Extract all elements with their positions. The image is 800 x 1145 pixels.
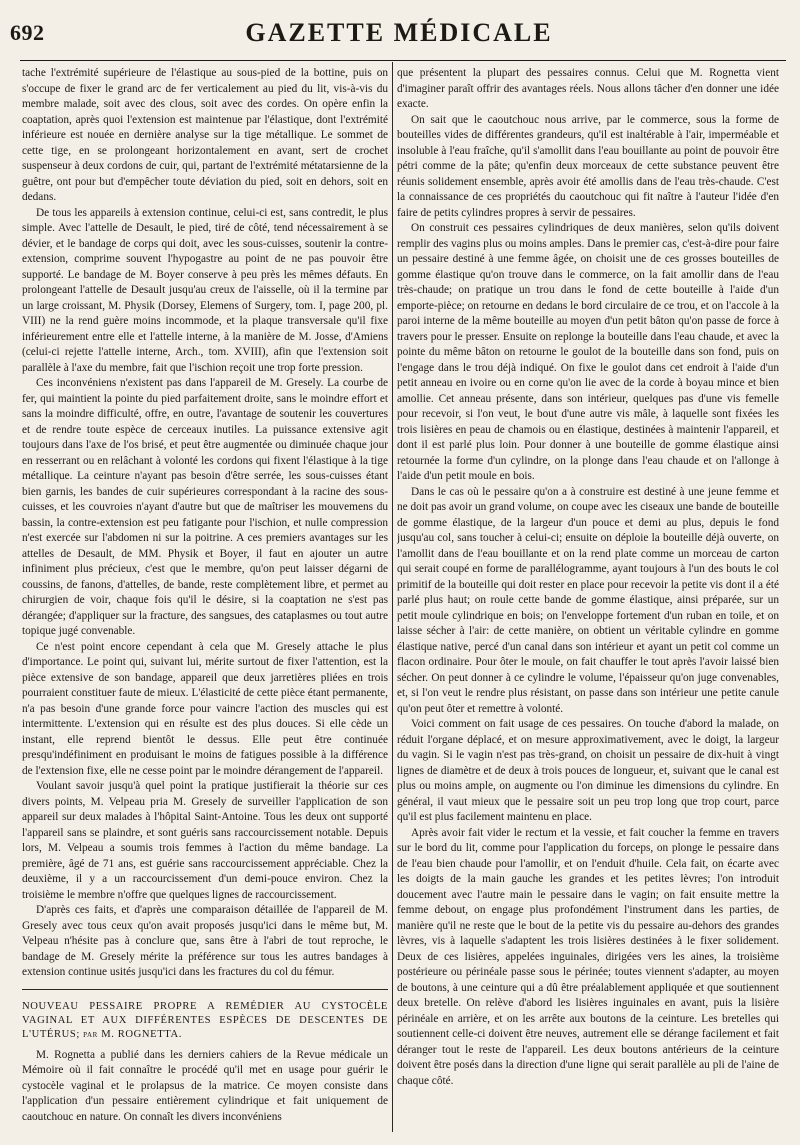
paragraph: que présentent la plupart des pessaires connus. Celui que M. Rognetta vient d'imaginer paraît offrir des avantages réels. Nous allons tâcher d'en donner une idée exacte. (397, 67, 779, 110)
paragraph: Ce n'est point encore cependant à cela que M. Gresely attache le plus d'importance. Le point qui, suivant lui, mérite surtout de fixer l'attention, est la pièce extensive de son bandage, appareil que deux jarretières pliées en trois pourraient constituer faute de mieux. L'élasticité de cette pièce étant permanente, n'a pas besoin d'une grande force pour vaincre l'action des muscles qui est intermittente. L'extension qui en résulte est des plus douces. Si elle cède un instant, elle reprend bientôt le dessus. Elle peut être continuée presqu'indéfiniment en produisant le moins de fatigues possible à la différence de l'extension fixe, elle ne cesse point par le moindre dérangement de l'appareil. (22, 640, 388, 777)
paragraph: De tous les appareils à extension continue, celui-ci est, sans contredit, le plus simple. Avec l'attelle de Desault, le pied, tiré de côté, tend nécessairement à se dévier, et le bandage de corps qui doit, avec les sous-cuisses, soutenir la contre-extension, comprime souvent l'hypogastre au point de ne pas pouvoir être supporté. Le bandage de M. Boyer conserve à peu près les mêmes défauts. En prolongeant l'attelle de Desault jusqu'au creux de l'aisselle, où il la termine par un large croissant, M. Physik (Dorsey, Elemens of Surgery, tom. I, page 200, pl. VIII) ne la rend guère moins incommode, et la plaque transversale qu'il fixe inférieurement entre elle et l'attelle interne, à la manière de M. Josse, d'Amiens (celui-ci rejette l'attelle interne, Arch., tom. XVIII), afin que l'extension soit parallèle à l'axe du membre, fait que l'ischion reçoit une trop forte pression. (22, 206, 388, 374)
paragraph: Dans le cas où le pessaire qu'on a à construire est destiné à une jeune femme et ne doit pas avoir un grand volume, on coupe avec les ciseaux une bande de bouteille de gomme élastique, de la largeur d'un pouce et demi au plus, depuis le fond jusqu'au col, sans toucher à celui-ci; ensuite on déploie la bouteille déjà ouverte, on l'amollit dans de l'eau bouillante et on la rend plate comme un morceau de carton qui serait coupé en forme de parallélogramme, ayant toujours à l'un des bouts le col primitif de la bouteille qui doit rester en place pour recevoir la petite vis dont il a été parlé plus haut; on roule cette bande de gomme élastique, ainsi préparée, sur un petit moule cylindrique en bois; on l'enveloppe fortement d'un ruban en toile, et on laisse sécher à l'air: de cette manière, on obtient un véritable cylindre en gomme élastique native, percé d'un canal dans son intérieur et ayant un petit col comme un flacon ordinaire. Pour ôter le moule, on fait chauffer le tout après l'avoir laissé bien sécher. On peut donner à ce cylindre le volume, l'épaisseur qu'on juge convenables, et, si l'on veut le rendre plus résistant, on passe dans son intérieur une petite canule qu'on peut ôter et remettre à volonté. (397, 485, 779, 715)
paragraph: Ces inconvéniens n'existent pas dans l'appareil de M. Gresely. La courbe de fer, qui maintient la pointe du pied parfaitement droite, sans le moindre effort et sans la moindre difficulté, offre, en outre, l'avantage de soutenir les couvertures et de rendre toute espèce de cerceaux inutiles. La puissance extensive agit toujours dans l'axe de l'os brisé, et peut être augmentée ou diminuée chaque jour en resserrant ou en relâchant à volonté les cordons qui fixent l'élastique à la tige métallique. La ceinture n'ayant pas besoin d'être serrée, les sous-cuisses étant bien garnis, les bandes de cuir supérieures correspondant à la racine des sous-cuisses, et les couvroies n'ayant d'autre but que de maîtriser les mouvemens du bassin, la contre-extension est peu fatigante pour l'ischion, et nulle compression n'est exercée sur l'abdomen ni sur la poitrine. A ces premiers avantages sur les attelles de Desault, de MM. Physik et Boyer, il faut en ajouter un autre infiniment plus précieux, c'est que le membre, qu'on peut laisser dégarni de coussins, de fanons, d'attelles, de bande, reste complètement libre, et permet au chirurgien de voir, chaque fois qu'il le désire, si la coaptation ne s'est pas dérangée; d'appliquer sur la fracture, des sangsues, des cataplasmes ou tout autre topique jugé convenable. (22, 377, 388, 637)
column-divider (392, 62, 393, 1132)
header-rule (20, 60, 786, 61)
journal-title: GAZETTE MÉDICALE (245, 18, 553, 47)
paragraph: M. Rognetta a publié dans les derniers cahiers de la Revue médicale un Mémoire où il fait connaître le procédé qu'il met en usage pour guérir le cystocèle vaginal et le prolapsus de la matrice. Ce moyen consiste dans l'application d'un pessaire entièrement cylindrique et fait uniquement de caoutchouc en nature. On connaît les divers inconvéniens (22, 1048, 388, 1123)
article-heading-text: NOUVEAU PESSAIRE PROPRE A REMÉDIER AU CYSTOCÈLE VAGINAL ET AUX DIFFÉRENTES ESPÈCES DE DESCENTES DE L'UTÉRUS; par M. ROGNETTA. (22, 1000, 388, 1040)
page-header (10, 18, 788, 58)
paragraph: Voici comment on fait usage de ces pessaires. On touche d'abord la malade, on réduit l'organe déplacé, et on mesure approximativement, avec le doigt, la largeur du vagin. Si le vagin n'est pas très-grand, on choisit un pessaire de dix-huit à vingt lignes de diamètre et de deux à trois pouces de longueur, et, suivant que le canal est plus ou moins ample, on augmente ou l'on diminue les dimensions du cylindre. En général, il vaut mieux que le pessaire soit un peu trop long que trop court, parce qu'il est plus facilement maintenu en place. (397, 718, 779, 823)
paragraph: On sait que le caoutchouc nous arrive, par le commerce, sous la forme de bouteilles vides de différentes grandeurs, qu'il est inaltérable à l'air, imperméable et insoluble à l'eau fraîche, qu'il s'amollit dans l'eau bouillante au point de pouvoir être pétri comme de la pâte; qu'enfin deux morceaux de cette substance peuvent être réunis solidement ensemble, après avoir été amollis dans de l'eau très-chaude. C'est la connaissance de ces propriétés du caoutchouc qui fit naître à l'auteur l'idée d'en faire de petits cylindres propres à servir de pessaires. (397, 113, 779, 219)
left-column (22, 66, 388, 1136)
article-separator (22, 989, 388, 990)
paragraph: D'après ces faits, et d'après une comparaison détaillée de l'appareil de M. Gresely avec tous ceux qu'on avait proposés jusqu'ici dans le même but, M. Velpeau n'hésite pas à conclure que, sans être à l'abri de tout reproche, le bandage de M. Gresely mérite la préférence sur tous les autres bandages à extension continue usités jusqu'ici dans les fractures du col du fémur. (22, 904, 388, 978)
paragraph: On construit ces pessaires cylindriques de deux manières, selon qu'ils doivent remplir des vagins plus ou moins amples. Dans le premier cas, c'est-à-dire pour faire un pessaire destiné à une femme âgée, on choisit une de ces grosses bouteilles de gomme élastique qu'on trouve dans le commerce, on la fait amollir dans de l'eau très-chaude; on pratique un trou dans le fond de cette bouteille à l'aide d'un emporte-pièce; on retourne en dedans le bord circulaire de ce trou, et on l'accole à la paroi interne de la même bouteille au moyen d'un petit bâton qu'on passe de force à travers pour le presser. Ensuite on replonge la bouteille dans l'eau chaude, et avec la pointe du même bâton on retourne le goulot de la bouteille dans son fond, puis on l'engage dans le trou déjà indiqué. On fixe le goulot dans cet endroit à l'aide d'un petit anneau en ivoire ou en corne qu'on lie avec de la corde à boyau mince et bien amollie. Cet anneau présente, dans son intérieur, quelques pas d'une vis femelle pour recevoir, si l'on veut, le bout d'une autre vis mâle, à laquelle sont fixées les trois lisières en peau de chamois ou en élastique, destinées à maintenir l'appareil, et dont il est parlé plus loin. Pour donner à une bouteille de gomme élastique ainsi retournée la forme d'un cylindre, on la plonge dans l'eau chaude et on l'allonge à l'aide d'un petit moule en bois. (397, 222, 779, 482)
right-column (397, 66, 779, 1136)
paragraph: Après avoir fait vider le rectum et la vessie, et fait coucher la femme en travers sur le bord du lit, comme pour l'application du forceps, on plonge le pessaire dans de l'eau bien chaude pour l'amollir, et on l'enduit d'huile. Cela fait, on écarte avec les doigts de la main gauche les grandes et les petites lèvres; l'on introduit doucement avec l'autre main le pessaire dans le vagin; on fait ensuite mettre la femme debout, on engage plus profondément l'instrument dans les parties, de manière qu'il ne reste que le bout de la petite vis du pessaire au-dehors des grandes lèvres, vis à laquelle s'adaptent les trois lisières destinées à le fixer solidement. Deux de ces lisières, appelées inguinales, dirigées vers les aines, la troisième postérieure ou périnéale passe sous le périnée; toutes viennent s'adapter, au moyen de boutons, à une ceinture qui a dû être préalablement appliquée et que soutiennent deux bretelle. On relève d'abord les lisières inguinales en avant, puis la lisière périnéale en arrière, et on les arrête aux boutons de la ceinture. Les bretelles qui soutiennent celle-ci doivent être neuves, autrement elle se dérange facilement et fait déranger tout le reste de l'appareil. Les deux boutons antérieurs de la ceinture doivent être posés dans la direction d'une ligne qui serait parallèle au pli de l'aine de chaque côté. (397, 826, 779, 1087)
paragraph: Voulant savoir jusqu'à quel point la pratique justifierait la théorie sur ces divers points, M. Velpeau pria M. Gresely de surveiller l'application de son appareil sur deux malades à l'hôpital Saint-Antoine. Tous les deux ont supporté l'appareil sans se plaindre, et sont guéris sans raccourcissement notable. Depuis lors, M. Velpeau a soumis trois femmes à l'action du même bandage. La première, âgé de 71 ans, est guérie sans raccourcissement appréciable. Chez la deuxième, il y a un raccourcissement d'un demi-pouce environ. Chez la troisième le membre n'offre que quelques lignes de raccourcissement. (22, 780, 388, 901)
page-number: 692 (10, 20, 45, 45)
paragraph: tache l'extrémité supérieure de l'élastique au sous-pied de la bottine, puis on s'occupe de fixer le grand arc de fer verticalement au pied du lit, vis-à-vis du membre malade, soit avec des clous, soit avec des cordes. On opère enfin la coaptation, après quoi l'extension est maintenue par l'élastique, dont l'extrémité inférieure est nouée en dernière analyse sur la tige métallique. Le sommet de cette tige, en se prolongeant horizontalement en avant, sert de crochet suspenseur à deux cordons de cuir, qui, partant de l'extrémité métatarsienne de la guêtre, ont pour but d'empêcher toute déviation du pied, soit en dehors, soit en dedans. (22, 67, 388, 203)
article-heading (22, 1000, 388, 1042)
